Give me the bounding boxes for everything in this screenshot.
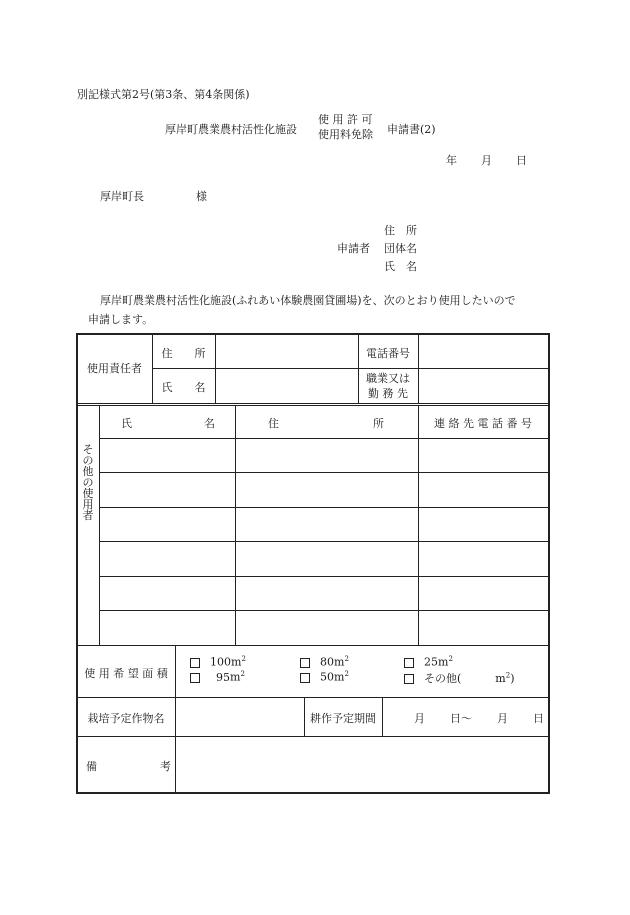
col-address-header-b: 所 xyxy=(373,417,384,430)
responsible-label: 使用責任者 xyxy=(87,362,142,375)
remarks-label-b: 考 xyxy=(160,760,171,773)
intro-line-1: 厚岸町農業農村活性化施設(ふれあい体験農園貸圃場)を、次のとおり使用したいので xyxy=(100,294,516,307)
checkbox-icon xyxy=(190,658,200,668)
purpose-options xyxy=(318,112,373,142)
area-option-25[interactable]: $25m^2$ xyxy=(404,655,453,669)
job-label-line1: 職業又は xyxy=(366,372,410,385)
vlabel-char: 他 xyxy=(82,465,94,478)
vlabel-char: 使 xyxy=(82,487,94,500)
crop-label: 栽培予定作物名 xyxy=(87,712,165,725)
vlabel-char: の xyxy=(82,476,94,489)
recipient: 厚岸町長 xyxy=(100,190,144,203)
checkbox-icon xyxy=(300,673,310,683)
vlabel-char: 者 xyxy=(82,509,94,522)
period-end-day: 日 xyxy=(533,712,544,725)
area-label: 使 用 希 望 面 積 xyxy=(84,667,168,680)
area-option-95[interactable]: $95m^2$ xyxy=(190,670,245,684)
col-name-header-a: 氏 xyxy=(121,417,132,430)
date-year-label: 年 xyxy=(446,154,457,167)
responsible-name-field[interactable] xyxy=(216,369,357,402)
responsible-address-label: 住 所 xyxy=(161,347,206,360)
area-option-other[interactable]: その他( $m^2$) xyxy=(404,670,515,686)
purpose-permit: 使 用 許 可 xyxy=(318,113,373,126)
vlabel-char: 用 xyxy=(82,498,94,511)
job-label-line2: 勤 務 先 xyxy=(368,387,408,400)
responsible-address-field[interactable] xyxy=(216,335,357,367)
vlabel-char: の xyxy=(82,454,94,467)
period-start-day: 日～ xyxy=(450,712,472,725)
col-address-header-a: 住 xyxy=(268,417,279,430)
date-month-label: 月 xyxy=(481,154,492,167)
col-name-header-b: 名 xyxy=(204,417,215,430)
responsible-job-label xyxy=(358,371,418,401)
crop-field[interactable] xyxy=(176,698,303,735)
period-label: 耕作予定期間 xyxy=(310,712,376,725)
period-end-month: 月 xyxy=(497,712,508,725)
period-start-month: 月 xyxy=(414,712,425,725)
responsible-phone-label: 電話番号 xyxy=(366,347,410,360)
remarks-label-a: 備 xyxy=(86,760,97,773)
others-vertical-label xyxy=(79,444,97,521)
document-kind: 申請書(2) xyxy=(387,123,436,136)
col-phone-header: 連 絡 先 電 話 番 号 xyxy=(434,417,532,430)
facility-name: 厚岸町農業農村活性化施設 xyxy=(165,123,297,136)
date-day-label: 日 xyxy=(516,154,527,167)
responsible-phone-field[interactable] xyxy=(419,335,547,367)
checkbox-icon xyxy=(300,658,310,668)
recipient-honorific: 様 xyxy=(196,190,207,203)
intro-line-2: 申請します。 xyxy=(88,313,154,326)
applicant-label: 申請者 xyxy=(337,242,370,255)
applicant-address-label: 住 所 xyxy=(384,224,417,237)
area-option-100[interactable]: $100m^2$ xyxy=(190,655,246,669)
checkbox-icon xyxy=(190,673,200,683)
checkbox-icon xyxy=(404,674,414,684)
purpose-exemption: 使用料免除 xyxy=(318,128,373,141)
form-number: 別記様式第2号(第3条、第4条関係) xyxy=(77,88,250,101)
responsible-name-label: 氏 名 xyxy=(161,381,206,394)
checkbox-icon xyxy=(404,658,414,668)
vlabel-char: そ xyxy=(82,443,94,456)
responsible-job-field[interactable] xyxy=(419,369,547,402)
area-option-50[interactable]: $50m^2$ xyxy=(300,670,349,684)
applicant-name-label: 氏 名 xyxy=(384,260,417,273)
area-option-80[interactable]: $80m^2$ xyxy=(300,655,349,669)
remarks-field[interactable] xyxy=(176,737,547,791)
applicant-group-label: 団体名 xyxy=(384,242,417,255)
